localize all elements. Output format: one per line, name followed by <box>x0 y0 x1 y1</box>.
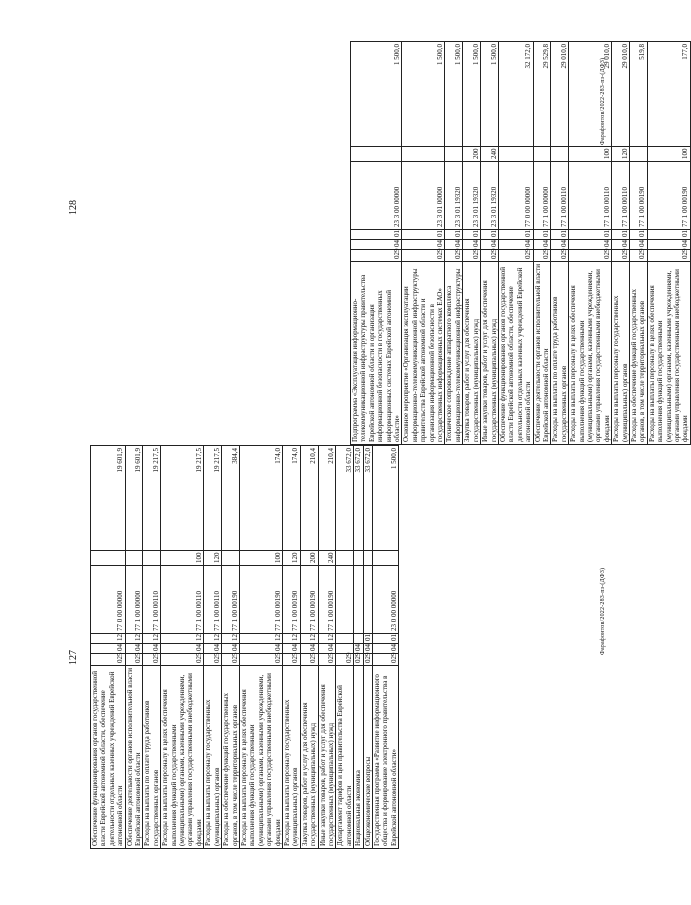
row-subsection-code: 12 <box>161 634 204 644</box>
row-description: Расходы на выплаты персоналу государственных (муниципальных) органов <box>204 666 222 849</box>
row-amount: 210,4 <box>300 446 318 551</box>
row-admin-code: 029 <box>373 654 399 666</box>
table-row <box>204 446 222 849</box>
row-admin-code: 029 <box>402 250 445 262</box>
row-target-item-code: 77 1 00 00110 <box>612 162 630 230</box>
row-subsection-code: 01 <box>569 230 612 240</box>
row-subsection-code: 01 <box>533 230 551 240</box>
row-section-code: 04 <box>445 240 463 250</box>
row-subsection-code: 12 <box>91 634 126 644</box>
row-target-item-code <box>336 566 354 634</box>
row-expense-type-code <box>533 147 551 162</box>
table-row <box>143 446 161 849</box>
row-section-code: 04 <box>363 644 372 654</box>
row-section-code: 04 <box>551 240 569 250</box>
row-description: Расходы на выплаты по оплате труда работников государственных органов <box>551 262 569 445</box>
row-amount: 33 672,0 <box>363 446 372 551</box>
row-amount: 19 217,5 <box>161 446 204 551</box>
row-expense-type-code: 120 <box>204 551 222 566</box>
table-row <box>336 446 354 849</box>
row-admin-code: 025 <box>300 654 318 666</box>
row-description: Основное мероприятие «Организация эксплуатации информационно-телекоммуникационной инфраструктуры правительства Еврейской автономной области и организация информационной безопасности в государственных информационных системах ЕАО» <box>402 262 445 445</box>
row-subsection-code: 12 <box>222 634 240 644</box>
row-amount: 19 601,9 <box>91 446 126 551</box>
row-target-item-code: 23 3 01 19320 <box>445 162 463 230</box>
left-budget-table <box>90 445 399 849</box>
row-admin-code: 029 <box>533 250 551 262</box>
row-target-item-code: 77 1 00 00190 <box>222 566 240 634</box>
row-admin-code: 025 <box>143 654 161 666</box>
row-section-code: 04 <box>300 644 318 654</box>
row-target-item-code: 77 1 00 00190 <box>300 566 318 634</box>
row-expense-type-code <box>630 147 648 162</box>
row-amount: 1 500,0 <box>481 42 499 147</box>
table-row <box>363 446 372 849</box>
row-amount: 1 500,0 <box>351 42 402 147</box>
row-description: Расходы на выплаты персоналу государственных (муниципальных) органов <box>282 666 300 849</box>
row-description: Расходы на выплаты персоналу в целях обеспечения выполнения функций государственными (муниципальными) органами, казенными учреждениями, органами управления государственными внебюджетными фондами <box>239 666 282 849</box>
row-amount: 29 010,0 <box>569 42 612 147</box>
row-description: Государственная программа «Развитие информационного общества и формирование электронного правительства в Еврейской автономной области» <box>373 666 399 849</box>
row-target-item-code: 77 1 00 00190 <box>647 162 690 230</box>
table-row <box>161 446 204 849</box>
row-admin-code: 025 <box>204 654 222 666</box>
table-row <box>373 446 399 849</box>
row-section-code: 04 <box>612 240 630 250</box>
row-description: Расходы на выплаты персоналу в целях обеспечения выполнения функций государственными (муниципальными) органами, казенными учреждениями, органами управления государственными внебюджетными фондами <box>569 262 612 445</box>
row-admin-code: 029 <box>354 654 363 666</box>
row-amount: 1 500,0 <box>402 42 445 147</box>
row-amount: 177,0 <box>647 42 690 147</box>
row-subsection-code: 01 <box>612 230 630 240</box>
row-expense-type-code <box>402 147 445 162</box>
row-subsection-code: 12 <box>239 634 282 644</box>
row-description: Обеспечение функционирования органов государственной власти Еврейской автономной области, обеспечение деятельности отдельных казенных учреждений Еврейской автономной области <box>498 262 533 445</box>
row-target-item-code: 23 3 00 00000 <box>351 162 402 230</box>
table-row <box>498 42 533 445</box>
row-subsection-code: 01 <box>402 230 445 240</box>
row-amount: 174,0 <box>239 446 282 551</box>
row-subsection-code: 01 <box>445 230 463 240</box>
row-target-item-code: 77 1 00 00110 <box>161 566 204 634</box>
row-amount: 19 217,5 <box>143 446 161 551</box>
row-expense-type-code: 120 <box>612 147 630 162</box>
row-description: Расходы на выплаты персоналу в целях обеспечения выполнения функций государственными (муниципальными) органами, казенными учреждениями, органами управления государственными внебюджетными фондами <box>647 262 690 445</box>
row-amount: 210,4 <box>318 446 336 551</box>
table-row <box>445 42 463 445</box>
row-amount: 32 172,0 <box>498 42 533 147</box>
row-admin-code: 029 <box>569 250 612 262</box>
table-row <box>533 42 551 445</box>
row-expense-type-code: 120 <box>282 551 300 566</box>
row-amount: 1 500,0 <box>463 42 481 147</box>
row-section-code: 04 <box>143 644 161 654</box>
row-section-code: 04 <box>481 240 499 250</box>
row-subsection-code <box>354 634 363 644</box>
row-section-code: 04 <box>373 644 399 654</box>
table-row <box>402 42 445 445</box>
left-page-number: 127 <box>68 650 79 665</box>
row-admin-code: 025 <box>161 654 204 666</box>
row-subsection-code: 12 <box>143 634 161 644</box>
row-section-code: 04 <box>647 240 690 250</box>
row-expense-type-code: 100 <box>161 551 204 566</box>
row-admin-code: 029 <box>481 250 499 262</box>
row-section-code: 04 <box>239 644 282 654</box>
row-admin-code: 029 <box>647 250 690 262</box>
row-admin-code: 025 <box>318 654 336 666</box>
row-amount: 19 217,5 <box>204 446 222 551</box>
row-expense-type-code: 240 <box>318 551 336 566</box>
row-section-code: 04 <box>222 644 240 654</box>
row-amount: 519,8 <box>630 42 648 147</box>
row-expense-type-code <box>143 551 161 566</box>
row-amount: 1 500,0 <box>445 42 463 147</box>
row-description: Обеспечение функционирования органов государственной власти Еврейской автономной области, обеспечение деятельности отдельных казенных учреждений Еврейской автономной области <box>91 666 126 849</box>
row-description: Иные закупки товаров, работ и услуг для обеспечения государственных (муниципальных) нужд <box>318 666 336 849</box>
row-target-item-code: 77 0 00 00000 <box>498 162 533 230</box>
row-expense-type-code <box>125 551 143 566</box>
row-description: Расходы на обеспечение функций государственных органов, в том числе территориальных органов <box>222 666 240 849</box>
row-description: Техническое сопровождение аппаратного комплекса информационно-телекоммуникационной инфраструктуры <box>445 262 463 445</box>
row-section-code: 04 <box>204 644 222 654</box>
row-section-code: 04 <box>161 644 204 654</box>
row-target-item-code: 77 1 00 00190 <box>630 162 648 230</box>
table-row <box>300 446 318 849</box>
table-row <box>551 42 569 445</box>
row-subsection-code: 01 <box>551 230 569 240</box>
row-expense-type-code <box>336 551 354 566</box>
row-target-item-code: 77 1 00 00110 <box>143 566 161 634</box>
row-section-code: 04 <box>125 644 143 654</box>
row-target-item-code: 77 1 00 00190 <box>239 566 282 634</box>
row-subsection-code <box>336 634 354 644</box>
row-target-item-code <box>354 566 363 634</box>
row-admin-code: 029 <box>498 250 533 262</box>
row-admin-code: 029 <box>445 250 463 262</box>
left-table-body <box>91 446 399 849</box>
table-row <box>481 42 499 445</box>
row-subsection-code: 01 <box>351 230 402 240</box>
row-subsection-code: 01 <box>373 634 399 644</box>
row-subsection-code: 12 <box>300 634 318 644</box>
table-row <box>91 446 126 849</box>
table-row <box>647 42 690 445</box>
row-expense-type-code: 100 <box>239 551 282 566</box>
row-expense-type-code <box>351 147 402 162</box>
row-admin-code: 025 <box>282 654 300 666</box>
row-admin-code: 029 <box>363 654 372 666</box>
row-description: Закупка товаров, работ и услуг для обеспечения государственных (муниципальных) нужд <box>300 666 318 849</box>
row-section-code: 04 <box>463 240 481 250</box>
row-target-item-code: 23 3 01 19320 <box>481 162 499 230</box>
row-target-item-code: 77 1 00 00190 <box>282 566 300 634</box>
row-section-code: 04 <box>354 644 363 654</box>
row-amount: 1 500,0 <box>373 446 399 551</box>
row-expense-type-code <box>222 551 240 566</box>
table-row <box>282 446 300 849</box>
row-amount: 29 529,8 <box>533 42 551 147</box>
row-expense-type-code <box>91 551 126 566</box>
row-section-code: 04 <box>533 240 551 250</box>
row-section-code: 04 <box>569 240 612 250</box>
row-section-code: 04 <box>318 644 336 654</box>
row-expense-type-code: 100 <box>569 147 612 162</box>
right-page-footer: Фарафонтов/2022-283-пз-(ДФ3) <box>600 57 606 145</box>
row-description: Национальная экономика <box>354 666 363 849</box>
row-amount: 174,0 <box>282 446 300 551</box>
table-row <box>612 42 630 445</box>
row-target-item-code: 77 1 00 00000 <box>533 162 551 230</box>
row-expense-type-code <box>445 147 463 162</box>
row-amount: 29 010,0 <box>551 42 569 147</box>
row-subsection-code: 12 <box>125 634 143 644</box>
row-admin-code: 025 <box>91 654 126 666</box>
row-amount: 29 010,0 <box>612 42 630 147</box>
row-subsection-code: 01 <box>498 230 533 240</box>
row-section-code: 04 <box>91 644 126 654</box>
row-subsection-code: 01 <box>481 230 499 240</box>
row-section-code: 04 <box>498 240 533 250</box>
row-admin-code: 029 <box>336 654 354 666</box>
row-expense-type-code <box>551 147 569 162</box>
row-expense-type-code: 200 <box>463 147 481 162</box>
row-subsection-code: 01 <box>363 634 372 644</box>
row-target-item-code: 77 0 00 00000 <box>91 566 126 634</box>
table-row <box>630 42 648 445</box>
table-row <box>463 42 481 445</box>
row-target-item-code: 23 3 01 19320 <box>463 162 481 230</box>
row-description: Расходы на выплаты по оплате труда работников государственных органов <box>143 666 161 849</box>
row-target-item-code: 77 1 00 00110 <box>204 566 222 634</box>
row-description: Подпрограмма «Эксплуатация информационно-телекоммуникационной инфраструктуры правительства Еврейской автономной области и организация информационной безопасности в государственных информационных системах Еврейской автономной области» <box>351 262 402 445</box>
table-row <box>351 42 402 445</box>
row-subsection-code: 12 <box>318 634 336 644</box>
table-row <box>239 446 282 849</box>
row-expense-type-code <box>363 551 372 566</box>
row-description: Расходы на выплаты персоналу в целях обеспечения выполнения функций государственными (муниципальными) органами, казенными учреждениями, органами управления государственными внебюджетными фондами <box>161 666 204 849</box>
row-description: Департамент тарифов и цен правительства Еврейской автономной области <box>336 666 354 849</box>
right-budget-table <box>350 41 691 445</box>
row-target-item-code: 77 1 00 00110 <box>569 162 612 230</box>
left-page-footer: Фарафонтов/2022-283-пз-(ДФ3) <box>600 567 606 655</box>
row-description: Общеэкономические вопросы <box>363 666 372 849</box>
row-admin-code: 029 <box>351 250 402 262</box>
row-subsection-code: 12 <box>204 634 222 644</box>
row-expense-type-code <box>354 551 363 566</box>
row-amount: 33 672,0 <box>354 446 363 551</box>
row-expense-type-code: 240 <box>481 147 499 162</box>
row-target-item-code: 77 1 00 00110 <box>551 162 569 230</box>
row-admin-code: 025 <box>222 654 240 666</box>
table-row <box>222 446 240 849</box>
row-description: Закупка товаров, работ и услуг для обеспечения государственных (муниципальных) нужд <box>463 262 481 445</box>
row-section-code: 04 <box>402 240 445 250</box>
row-expense-type-code: 100 <box>647 147 690 162</box>
row-admin-code: 025 <box>239 654 282 666</box>
row-section-code: 04 <box>630 240 648 250</box>
row-target-item-code: 23 0 00 00000 <box>373 566 399 634</box>
row-admin-code: 029 <box>463 250 481 262</box>
row-expense-type-code <box>498 147 533 162</box>
row-amount: 384,4 <box>222 446 240 551</box>
row-target-item-code: 77 1 00 00190 <box>318 566 336 634</box>
row-description: Расходы на обеспечение функций государственных органов, в том числе территориальных органов <box>630 262 648 445</box>
row-description: Иные закупки товаров, работ и услуг для обеспечения государственных (муниципальных) нужд <box>481 262 499 445</box>
row-expense-type-code: 200 <box>300 551 318 566</box>
table-row <box>318 446 336 849</box>
row-admin-code: 029 <box>630 250 648 262</box>
row-subsection-code: 01 <box>463 230 481 240</box>
row-admin-code: 029 <box>612 250 630 262</box>
right-table-body <box>351 42 691 445</box>
row-description: Обеспечение деятельности органов исполнительной власти Еврейской автономной области <box>125 666 143 849</box>
row-subsection-code: 12 <box>282 634 300 644</box>
table-row <box>354 446 363 849</box>
row-amount: 19 601,9 <box>125 446 143 551</box>
row-section-code: 04 <box>351 240 402 250</box>
row-admin-code: 029 <box>551 250 569 262</box>
row-description: Обеспечение деятельности органов исполнительной власти Еврейской автономной области <box>533 262 551 445</box>
row-target-item-code: 23 3 01 00000 <box>402 162 445 230</box>
row-amount: 33 672,0 <box>336 446 354 551</box>
row-description: Расходы на выплаты персоналу государственных (муниципальных) органов <box>612 262 630 445</box>
row-target-item-code <box>363 566 372 634</box>
right-page-number: 128 <box>68 200 79 215</box>
row-target-item-code: 77 1 00 00000 <box>125 566 143 634</box>
row-subsection-code: 01 <box>630 230 648 240</box>
row-expense-type-code <box>373 551 399 566</box>
row-subsection-code: 01 <box>647 230 690 240</box>
table-row <box>125 446 143 849</box>
row-admin-code: 025 <box>125 654 143 666</box>
row-section-code: 04 <box>282 644 300 654</box>
